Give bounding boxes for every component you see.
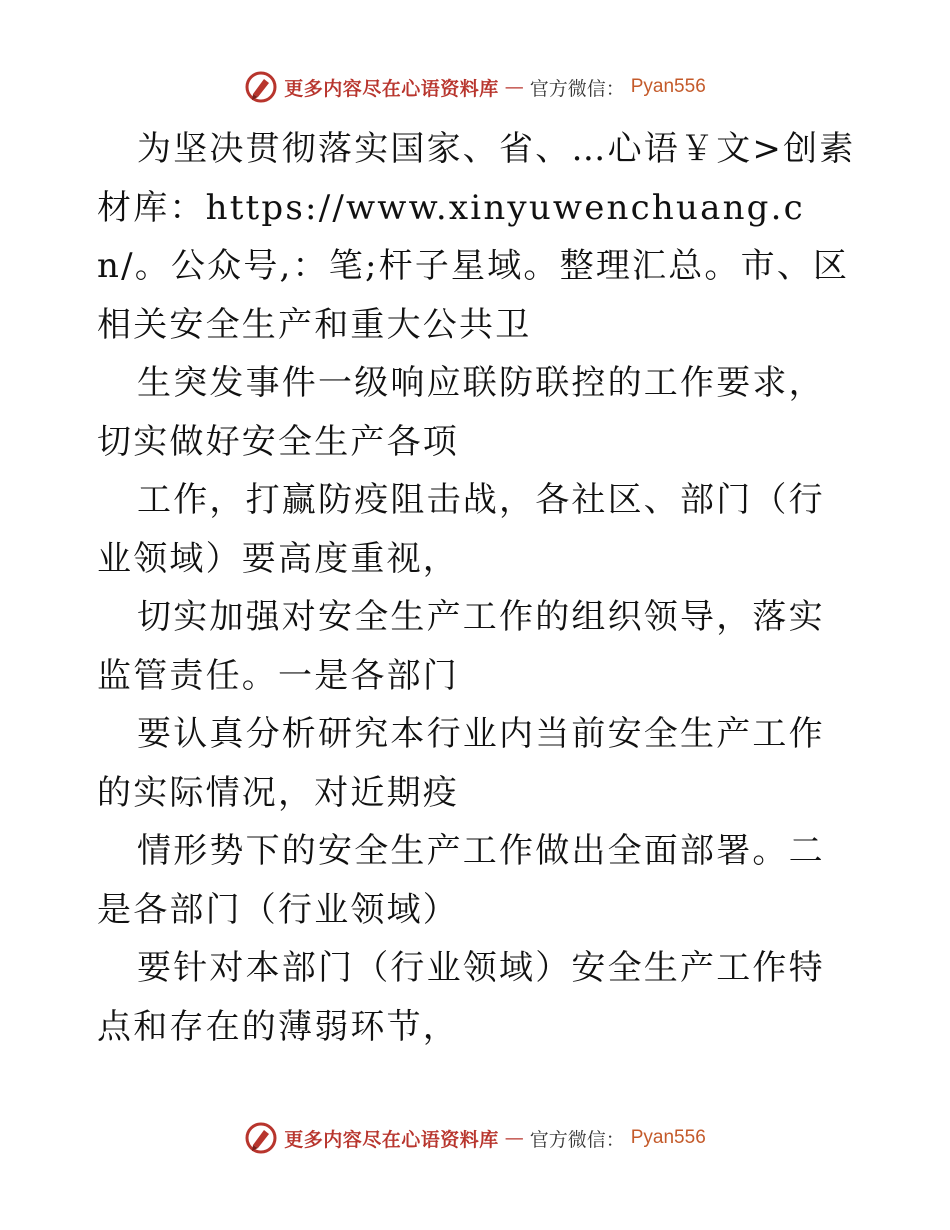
paragraph-3: 工作，打赢防疫阻击战，各社区、部门（行业领域）要高度重视， xyxy=(97,480,825,579)
paragraph-1: 为坚决贯彻落实国家、省、…心语￥文>创素材库：https://www.xinyuwenchuang.cn/。公众号,：笔;杆子星域。整理汇总。市、区相关安全生产和重大公共卫 xyxy=(97,129,856,345)
footer-wechat-id: Pyan556 xyxy=(630,1127,706,1148)
paragraph-4: 切实加强对安全生产工作的组织领导，落实监管责任。一是各部门 xyxy=(97,597,825,696)
brand-logo-icon xyxy=(244,70,278,104)
footer-brand-text: 更多内容尽在心语资料库 xyxy=(284,1128,499,1151)
footer-banner xyxy=(0,1121,950,1155)
header-dash: — xyxy=(504,76,524,98)
brand-logo-icon xyxy=(244,1121,278,1155)
footer-dash: — xyxy=(504,1127,524,1149)
paragraph-2: 生突发事件一级响应联防联控的工作要求，切实做好安全生产各项 xyxy=(97,363,825,462)
paragraph-5: 要认真分析研究本行业内当前安全生产工作的实际情况，对近期疫 xyxy=(97,714,825,813)
paragraph-7: 要针对本部门（行业领域）安全生产工作特点和存在的薄弱环节， xyxy=(97,948,825,1047)
paragraph-6: 情形势下的安全生产工作做出全面部署。二是各部门（行业领域） xyxy=(97,831,825,930)
footer-wechat-label: 官方微信： xyxy=(529,1128,625,1151)
document-body xyxy=(97,120,857,1056)
header-brand-text: 更多内容尽在心语资料库 xyxy=(284,77,499,100)
header-wechat-label: 官方微信： xyxy=(529,77,625,100)
header-wechat-id: Pyan556 xyxy=(630,76,706,97)
header-banner xyxy=(0,70,950,104)
